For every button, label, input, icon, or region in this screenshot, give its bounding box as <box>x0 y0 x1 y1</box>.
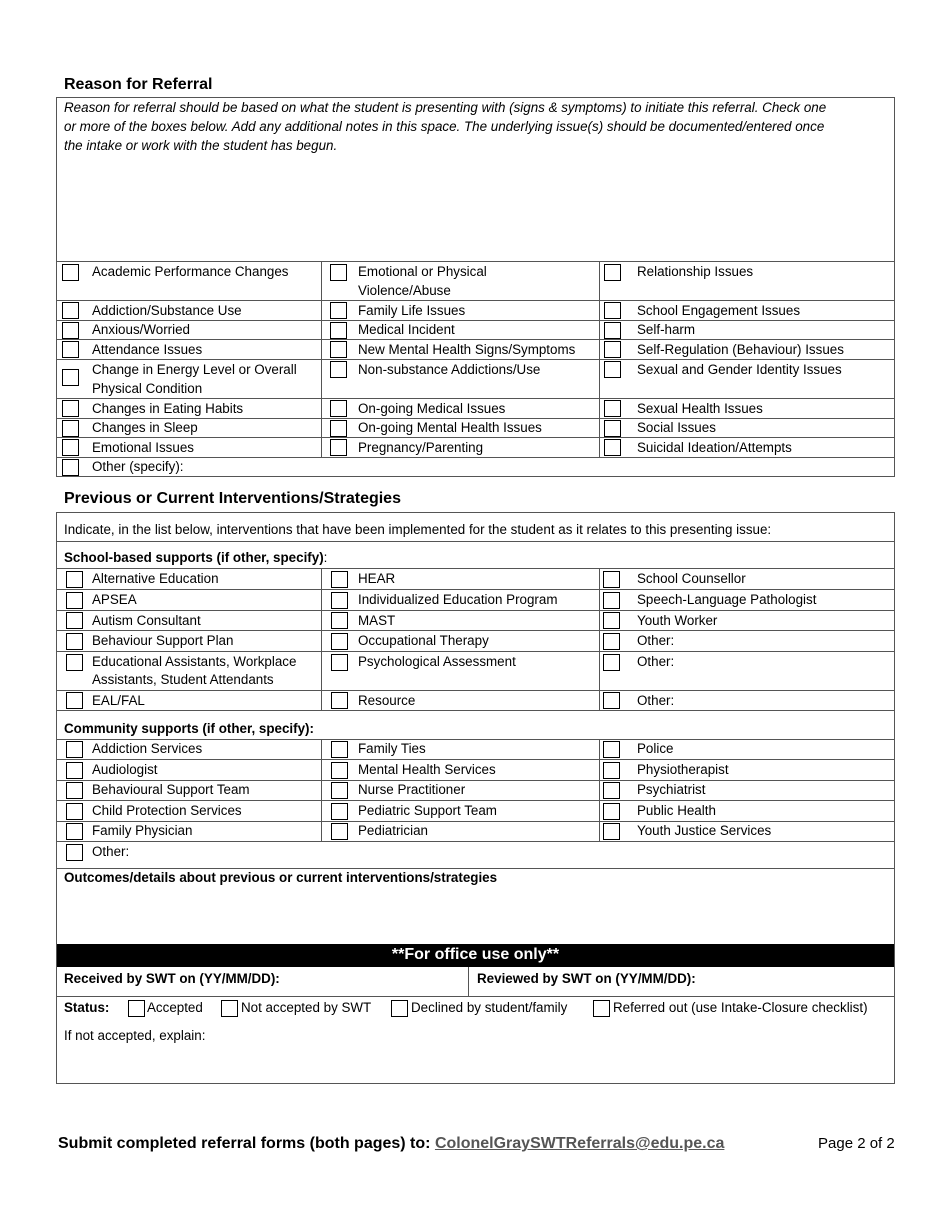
checkbox-resource[interactable] <box>331 692 348 709</box>
label-resource: Resource <box>358 693 416 708</box>
community-supports-label: Community supports (if other, specify): <box>64 721 314 736</box>
label-pregnancy: Pregnancy/Parenting <box>358 440 484 455</box>
label-non-substance: Non-substance Addictions/Use <box>358 362 541 377</box>
checkbox-youth-worker[interactable] <box>603 612 620 629</box>
checkbox-violence-abuse[interactable] <box>330 264 347 281</box>
label-autism-consultant: Autism Consultant <box>92 613 201 628</box>
label-speech-language: Speech-Language Pathologist <box>637 592 817 607</box>
checkbox-family-ties[interactable] <box>331 741 348 758</box>
checkbox-youth-justice[interactable] <box>603 823 620 840</box>
checkbox-apsea[interactable] <box>66 592 83 609</box>
label-other-reason: Other (specify): <box>92 459 184 474</box>
label-hear: HEAR <box>358 571 396 586</box>
label-psychiatrist: Psychiatrist <box>637 782 706 797</box>
status-accepted-label: Accepted <box>147 1000 203 1015</box>
label-eating-habits: Changes in Eating Habits <box>92 401 244 416</box>
label-family-ties: Family Ties <box>358 741 426 756</box>
page-number: Page 2 of 2 <box>818 1135 895 1152</box>
label-school-other-1: Other: <box>637 633 675 648</box>
label-medical-incident: Medical Incident <box>358 322 455 337</box>
checkbox-ongoing-medical[interactable] <box>330 400 347 417</box>
status-not-accepted-label: Not accepted by SWT <box>241 1000 372 1015</box>
reason-instructions-3: the intake or work with the student has begun. <box>64 138 338 153</box>
checkbox-eating-habits[interactable] <box>62 400 79 417</box>
label-energy-level-2: Physical Condition <box>92 381 203 396</box>
checkbox-speech-language[interactable] <box>603 592 620 609</box>
label-violence-abuse-2: Violence/Abuse <box>358 283 451 298</box>
label-ongoing-medical: On-going Medical Issues <box>358 401 506 416</box>
label-psychological-assessment: Psychological Assessment <box>358 654 516 669</box>
checkbox-attendance[interactable] <box>62 341 79 358</box>
label-educational-assistants-2: Assistants, Student Attendants <box>92 672 274 687</box>
label-social-issues: Social Issues <box>637 420 716 435</box>
checkbox-family-life[interactable] <box>330 302 347 319</box>
label-sleep: Changes in Sleep <box>92 420 198 435</box>
checkbox-behaviour-support-plan[interactable] <box>66 633 83 650</box>
label-police: Police <box>637 741 674 756</box>
label-violence-abuse-1: Emotional or Physical <box>358 264 487 279</box>
label-relationship: Relationship Issues <box>637 264 754 279</box>
label-self-harm: Self-harm <box>637 322 696 337</box>
checkbox-police[interactable] <box>603 741 620 758</box>
label-emotional-issues: Emotional Issues <box>92 440 194 455</box>
label-eal-fal: EAL/FAL <box>92 693 145 708</box>
label-addiction-services: Addiction Services <box>92 741 203 756</box>
checkbox-self-harm[interactable] <box>604 322 621 339</box>
checkbox-audiologist[interactable] <box>66 762 83 779</box>
outcomes-label: Outcomes/details about previous or current interventions/strategies <box>64 870 498 885</box>
checkbox-medical-incident[interactable] <box>330 322 347 339</box>
label-mast: MAST <box>358 613 396 628</box>
label-alternative-education: Alternative Education <box>92 571 219 586</box>
checkbox-community-other[interactable] <box>66 844 83 861</box>
label-new-mental-health: New Mental Health Signs/Symptoms <box>358 342 576 357</box>
checkbox-mast[interactable] <box>331 612 348 629</box>
label-school-other-2: Other: <box>637 654 675 669</box>
checkbox-pediatrician[interactable] <box>331 823 348 840</box>
checkbox-educational-assistants[interactable] <box>66 654 83 671</box>
checkbox-other-reason[interactable] <box>62 459 79 476</box>
checkbox-suicidal[interactable] <box>604 439 621 456</box>
status-accepted-checkbox[interactable] <box>128 1000 145 1017</box>
checkbox-hear[interactable] <box>331 571 348 588</box>
label-pediatrician: Pediatrician <box>358 823 428 838</box>
received-label: Received by SWT on (YY/MM/DD): <box>64 971 280 986</box>
explain-label: If not accepted, explain: <box>64 1028 206 1043</box>
checkbox-physiotherapist[interactable] <box>603 762 620 779</box>
checkbox-school-other-3[interactable] <box>603 692 620 709</box>
checkbox-pregnancy[interactable] <box>330 439 347 456</box>
checkbox-school-counsellor[interactable] <box>603 571 620 588</box>
label-attendance: Attendance Issues <box>92 342 203 357</box>
checkbox-occupational-therapy[interactable] <box>331 633 348 650</box>
checkbox-pediatric-support[interactable] <box>331 803 348 820</box>
label-suicidal: Suicidal Ideation/Attempts <box>637 440 792 455</box>
label-ongoing-mental-health: On-going Mental Health Issues <box>358 420 542 435</box>
interventions-instruction: Indicate, in the list below, interventions that have been implemented for the student as it relates to this presenting issue: <box>64 522 772 537</box>
reviewed-label: Reviewed by SWT on (YY/MM/DD): <box>477 971 696 986</box>
label-pediatric-support: Pediatric Support Team <box>358 803 497 818</box>
checkbox-public-health[interactable] <box>603 803 620 820</box>
checkbox-autism-consultant[interactable] <box>66 612 83 629</box>
checkbox-psychiatrist[interactable] <box>603 782 620 799</box>
checkbox-school-other-1[interactable] <box>603 633 620 650</box>
label-educational-assistants-1: Educational Assistants, Workplace <box>92 654 297 669</box>
checkbox-nurse-practitioner[interactable] <box>331 782 348 799</box>
label-school-engagement: School Engagement Issues <box>637 303 801 318</box>
label-youth-justice: Youth Justice Services <box>637 823 772 838</box>
checkbox-child-protection[interactable] <box>66 803 83 820</box>
checkbox-psychological-assessment[interactable] <box>331 654 348 671</box>
checkbox-family-physician[interactable] <box>66 823 83 840</box>
label-school-other-3: Other: <box>637 693 675 708</box>
label-nurse-practitioner: Nurse Practitioner <box>358 782 466 797</box>
outcomes-notes-area[interactable] <box>57 888 894 943</box>
label-public-health: Public Health <box>637 803 716 818</box>
school-supports-label: School-based supports (if other, specify): <box>64 550 328 565</box>
label-energy-level-1: Change in Energy Level or Overall <box>92 362 297 377</box>
checkbox-self-regulation[interactable] <box>604 341 621 358</box>
checkbox-iep[interactable] <box>331 592 348 609</box>
label-community-other: Other: <box>92 844 130 859</box>
checkbox-academic-performance[interactable] <box>62 264 79 281</box>
checkbox-emotional-issues[interactable] <box>62 439 79 456</box>
label-occupational-therapy: Occupational Therapy <box>358 633 489 648</box>
checkbox-alternative-education[interactable] <box>66 571 83 588</box>
checkbox-relationship[interactable] <box>604 264 621 281</box>
label-apsea: APSEA <box>92 592 137 607</box>
label-child-protection: Child Protection Services <box>92 803 242 818</box>
referral-email-link[interactable]: ColonelGraySWTReferrals@edu.pe.ca <box>434 1135 725 1152</box>
label-physiotherapist: Physiotherapist <box>637 762 729 777</box>
label-sexual-health: Sexual Health Issues <box>637 401 763 416</box>
reason-instructions-1: Reason for referral should be based on what the student is presenting with (signs & symptoms) to initiate this referral. Check one <box>64 100 827 115</box>
checkbox-school-engagement[interactable] <box>604 302 621 319</box>
status-label: Status: <box>64 1000 110 1015</box>
checkbox-sleep[interactable] <box>62 420 79 437</box>
label-iep: Individualized Education Program <box>358 592 558 607</box>
label-audiologist: Audiologist <box>92 762 158 777</box>
label-youth-worker: Youth Worker <box>637 613 718 628</box>
label-self-regulation: Self-Regulation (Behaviour) Issues <box>637 342 844 357</box>
label-academic-performance: Academic Performance Changes <box>92 264 289 279</box>
label-family-physician: Family Physician <box>92 823 193 838</box>
label-behaviour-support-plan: Behaviour Support Plan <box>92 633 234 648</box>
checkbox-mental-health-services[interactable] <box>331 762 348 779</box>
checkbox-sexual-gender[interactable] <box>604 361 621 378</box>
status-declined-label: Declined by student/family <box>411 1000 568 1015</box>
label-behavioural-support-team: Behavioural Support Team <box>92 782 250 797</box>
status-referred-out-label: Referred out (use Intake-Closure checklist) <box>613 1000 868 1015</box>
reason-heading: Reason for Referral <box>64 76 213 93</box>
submit-line <box>58 1133 724 1155</box>
label-sexual-gender: Sexual and Gender Identity Issues <box>637 362 842 377</box>
office-use-banner: **For office use only** <box>57 944 894 967</box>
label-school-counsellor: School Counsellor <box>637 571 746 586</box>
interventions-heading: Previous or Current Interventions/Strategies <box>64 490 401 507</box>
reason-notes-area[interactable] <box>57 158 894 261</box>
status-not-accepted-checkbox[interactable] <box>221 1000 238 1017</box>
submit-text: Submit completed referral forms (both pages) to: <box>58 1135 435 1152</box>
status-referred-out-checkbox[interactable] <box>593 1000 610 1017</box>
checkbox-school-other-2[interactable] <box>603 654 620 671</box>
label-anxious-worried: Anxious/Worried <box>92 322 190 337</box>
label-mental-health-services: Mental Health Services <box>358 762 496 777</box>
label-family-life: Family Life Issues <box>358 303 466 318</box>
explain-notes-area[interactable] <box>57 1046 894 1082</box>
label-addiction-substance: Addiction/Substance Use <box>92 303 242 318</box>
checkbox-energy-level[interactable] <box>62 369 79 386</box>
checkbox-behavioural-support-team[interactable] <box>66 782 83 799</box>
checkbox-non-substance[interactable] <box>330 361 347 378</box>
status-declined-checkbox[interactable] <box>391 1000 408 1017</box>
checkbox-anxious-worried[interactable] <box>62 322 79 339</box>
reason-instructions-2: or more of the boxes below. Add any additional notes in this space. The underlying issue(s) should be documented/entered once <box>64 119 825 134</box>
checkbox-eal-fal[interactable] <box>66 692 83 709</box>
checkbox-new-mental-health[interactable] <box>330 341 347 358</box>
checkbox-sexual-health[interactable] <box>604 400 621 417</box>
checkbox-ongoing-mental-health[interactable] <box>330 420 347 437</box>
checkbox-addiction-substance[interactable] <box>62 302 79 319</box>
checkbox-social-issues[interactable] <box>604 420 621 437</box>
checkbox-addiction-services[interactable] <box>66 741 83 758</box>
